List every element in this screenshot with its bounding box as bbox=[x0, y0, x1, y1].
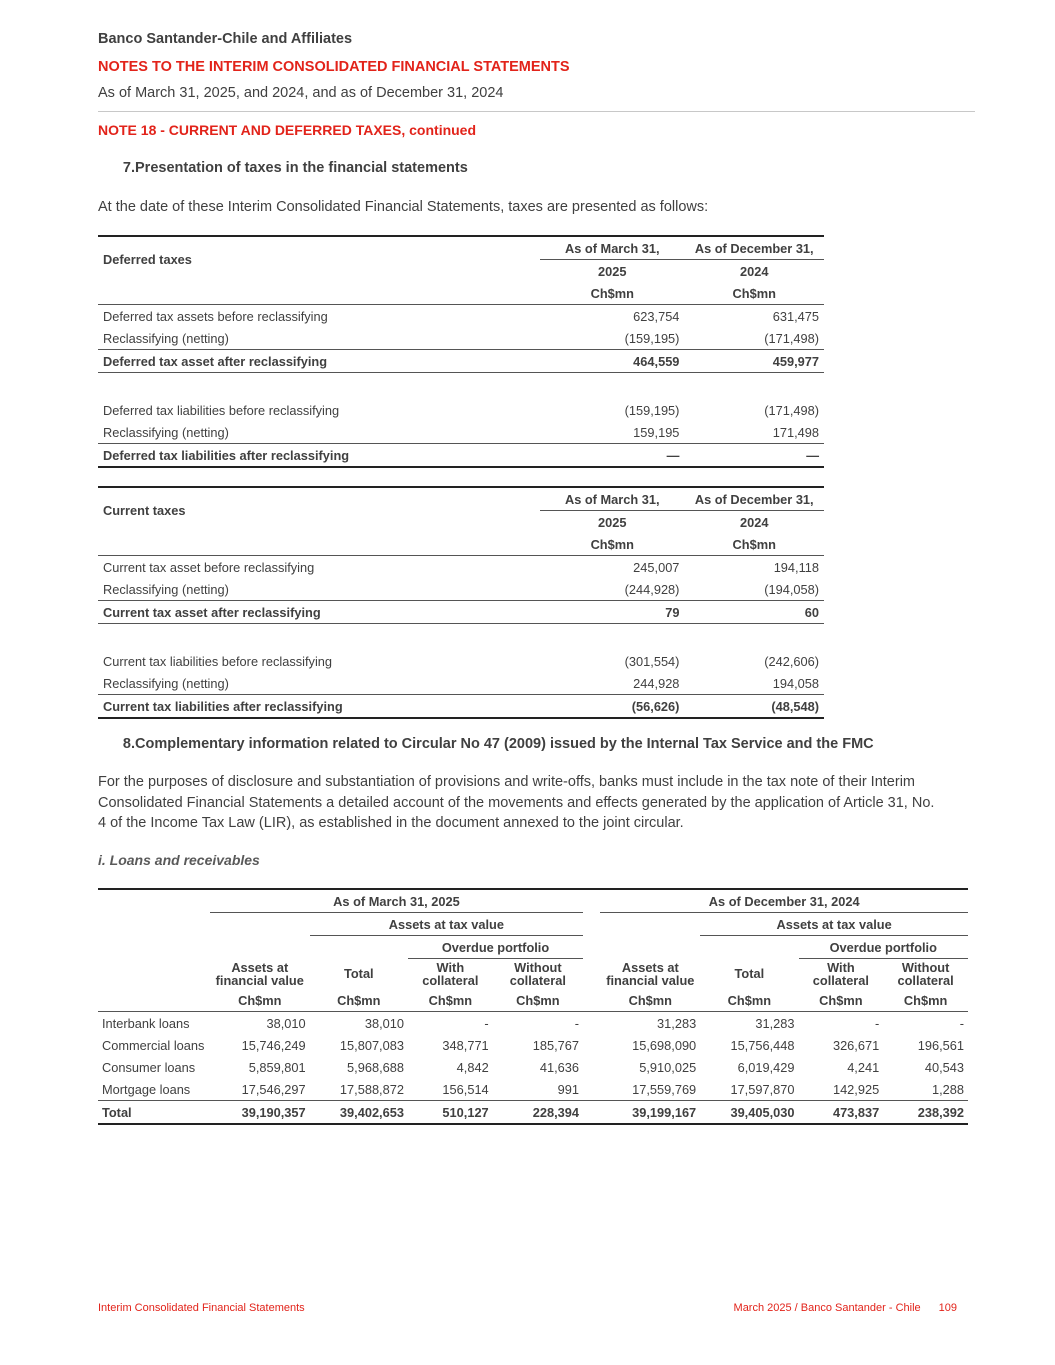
table-row bbox=[98, 327, 824, 350]
col-head-december: As of December 31, bbox=[684, 487, 824, 511]
unit-label: Ch$mn bbox=[600, 989, 700, 1012]
table-row bbox=[98, 601, 824, 624]
total-head: Total bbox=[734, 966, 765, 982]
period-december-2024: As of December 31, 2024 bbox=[600, 889, 968, 913]
row-label: Reclassifying (netting) bbox=[98, 327, 540, 350]
unit-label: Ch$mn bbox=[684, 282, 824, 305]
unit-label: Ch$mn bbox=[408, 989, 493, 1012]
company-name: Banco Santander-Chile and Affiliates bbox=[98, 31, 353, 47]
total-head: Total bbox=[344, 966, 374, 982]
section-7-heading bbox=[98, 160, 468, 176]
row-value: (171,498) bbox=[684, 327, 824, 350]
table-row bbox=[98, 305, 824, 328]
row-value: 194,118 bbox=[773, 559, 819, 575]
paragraph-line: Consolidated Financial Statements a detailed account of the movements and effects generated by the application of Article 31, No. bbox=[98, 794, 935, 811]
row-value: (301,554) bbox=[624, 653, 680, 669]
section-8-number: 8. bbox=[122, 736, 135, 752]
row-label: Deferred tax asset after reclassifying bbox=[98, 350, 540, 373]
unit-label: Ch$mn bbox=[883, 989, 968, 1012]
row-value: 194,058 bbox=[684, 672, 824, 695]
section-8-heading bbox=[98, 736, 874, 752]
row-value: (56,626) bbox=[540, 695, 684, 719]
row-value: (244,928) bbox=[540, 578, 684, 601]
row-label: Deferred tax liabilities after reclassifying bbox=[98, 444, 540, 468]
unit-label: Ch$mn bbox=[684, 533, 824, 556]
row-label: Commercial loans bbox=[102, 1037, 205, 1053]
footer-right bbox=[734, 1302, 957, 1314]
unit-label: Ch$mn bbox=[799, 989, 884, 1012]
row-label: Reclassifying (netting) bbox=[98, 421, 540, 444]
row-value: 245,007 bbox=[633, 559, 680, 575]
col-year-2024: 2024 bbox=[739, 263, 769, 279]
row-value: 79 bbox=[540, 601, 684, 624]
row-value: (194,058) bbox=[684, 578, 824, 601]
footer-left: Interim Consolidated Financial Statements bbox=[98, 1302, 305, 1314]
unit-label: Ch$mn bbox=[310, 989, 408, 1012]
col-year-2025: 2025 bbox=[598, 514, 627, 530]
row-value: (171,498) bbox=[764, 402, 819, 418]
table-row bbox=[98, 578, 824, 601]
row-label: Current tax asset after reclassifying bbox=[98, 601, 540, 624]
with-collateral-head: With collateral bbox=[422, 960, 479, 988]
table-row-total: Total 39,190,357 39,402,653 510,127 228,394 39,199,167 39,405,030 473,837 238,392 bbox=[98, 1101, 968, 1125]
col-head-march: As of March 31, bbox=[540, 487, 684, 511]
col-head-march: As of March 31, bbox=[540, 236, 684, 260]
col-head-december: As of December 31, bbox=[684, 236, 824, 260]
table-row bbox=[98, 556, 824, 579]
table-row: Commercial loans 15,746,249 15,807,083 348,771 185,767 15,698,090 15,756,448 326,671 196,561 bbox=[98, 1034, 968, 1056]
table-row bbox=[98, 350, 824, 373]
table-row bbox=[98, 650, 824, 672]
row-label: Current tax liabilities after reclassifying bbox=[98, 695, 540, 719]
row-value: (159,195) bbox=[624, 402, 680, 418]
table-row bbox=[98, 695, 824, 719]
row-value: 459,977 bbox=[684, 350, 824, 373]
date-line: As of March 31, 2025, and 2024, and as of December 31, 2024 bbox=[98, 85, 504, 101]
note-title: NOTE 18 - CURRENT AND DEFERRED TAXES, continued bbox=[98, 122, 477, 138]
row-value: 464,559 bbox=[540, 350, 684, 373]
col-year-2024: 2024 bbox=[739, 514, 769, 530]
without-collateral-head: Without collateral bbox=[897, 960, 954, 988]
table-row: Interbank loans 38,010 38,010 - - 31,283 31,283 - - bbox=[98, 1012, 968, 1035]
assets-tax-value-head: Assets at tax value bbox=[310, 913, 583, 936]
section-8-paragraph bbox=[98, 772, 968, 834]
unit-label: Ch$mn bbox=[700, 989, 798, 1012]
row-value: (242,606) bbox=[764, 653, 819, 669]
row-value: 60 bbox=[684, 601, 824, 624]
row-label: Deferred tax assets before reclassifying bbox=[103, 308, 328, 324]
loans-subtitle: i. Loans and receivables bbox=[98, 852, 260, 868]
footer-report: March 2025 / Banco Santander - Chile bbox=[733, 1302, 921, 1314]
table-row bbox=[98, 421, 824, 444]
header-divider bbox=[98, 111, 975, 112]
current-taxes-label: Current taxes bbox=[103, 503, 186, 518]
row-label: Current tax liabilities before reclassifying bbox=[103, 653, 333, 669]
deferred-taxes-label: Deferred taxes bbox=[103, 252, 192, 267]
table-row: Mortgage loans 17,546,297 17,588,872 156,514 991 17,559,769 17,597,870 142,925 1,288 bbox=[98, 1078, 968, 1101]
row-value: (48,548) bbox=[684, 695, 824, 719]
row-label: Total bbox=[98, 1101, 210, 1125]
overdue-portfolio-head: Overdue portfolio bbox=[799, 936, 968, 959]
table-row bbox=[98, 444, 824, 468]
paragraph-line: For the purposes of disclosure and substantiation of provisions and write-offs, banks must include in the tax note of their Interim bbox=[98, 774, 915, 790]
row-value: — bbox=[684, 444, 824, 468]
unit-label: Ch$mn bbox=[540, 282, 684, 305]
row-label: Reclassifying (netting) bbox=[98, 672, 540, 695]
current-taxes-table bbox=[98, 486, 824, 719]
table-row: Consumer loans 5,859,801 5,968,688 4,842 41,636 5,910,025 6,019,429 4,241 40,543 bbox=[98, 1056, 968, 1078]
paragraph-line: 4 of the Income Tax Law (LIR), as established in the document annexed to the joint circular. bbox=[98, 815, 684, 831]
page-number: 109 bbox=[938, 1302, 957, 1314]
unit-label: Ch$mn bbox=[210, 989, 310, 1012]
row-label: Reclassifying (netting) bbox=[98, 578, 540, 601]
row-label: Current tax asset before reclassifying bbox=[103, 559, 315, 575]
without-collateral-head: Without collateral bbox=[509, 960, 566, 988]
row-value: (159,195) bbox=[540, 327, 684, 350]
unit-label: Ch$mn bbox=[493, 989, 583, 1012]
col-year-2025: 2025 bbox=[598, 263, 627, 279]
row-label: Interbank loans bbox=[102, 1015, 190, 1031]
loans-receivables-table bbox=[98, 888, 968, 1125]
row-label: Mortgage loans bbox=[102, 1081, 191, 1097]
section-7-title: Presentation of taxes in the financial statements bbox=[135, 160, 468, 176]
with-collateral-head: With collateral bbox=[812, 960, 869, 988]
table-row bbox=[98, 672, 824, 695]
row-value: — bbox=[540, 444, 684, 468]
unit-label: Ch$mn bbox=[540, 533, 684, 556]
notes-title: NOTES TO THE INTERIM CONSOLIDATED FINANCIAL STATEMENTS bbox=[98, 59, 570, 75]
section-7-number: 7. bbox=[122, 160, 135, 176]
row-label: Consumer loans bbox=[102, 1059, 196, 1075]
row-value: 623,754 bbox=[633, 308, 680, 324]
row-value: 159,195 bbox=[540, 421, 684, 444]
row-value: 244,928 bbox=[540, 672, 684, 695]
section-7-intro: At the date of these Interim Consolidated Financial Statements, taxes are presented as follows: bbox=[98, 199, 709, 215]
section-8-title: Complementary information related to Circular No 47 (2009) issued by the Internal Tax Service and the FMC bbox=[135, 736, 874, 752]
table-row bbox=[98, 399, 824, 421]
assets-financial-value-head: Assets at financial value bbox=[215, 959, 304, 988]
period-march-2025: As of March 31, 2025 bbox=[210, 889, 583, 913]
row-label: Deferred tax liabilities before reclassifying bbox=[103, 402, 340, 418]
assets-financial-value-head: Assets at financial value bbox=[606, 959, 695, 988]
row-value: 171,498 bbox=[684, 421, 824, 444]
row-value: 631,475 bbox=[772, 308, 819, 324]
overdue-portfolio-head: Overdue portfolio bbox=[408, 936, 583, 959]
assets-tax-value-head: Assets at tax value bbox=[700, 913, 968, 936]
deferred-taxes-table bbox=[98, 235, 824, 468]
